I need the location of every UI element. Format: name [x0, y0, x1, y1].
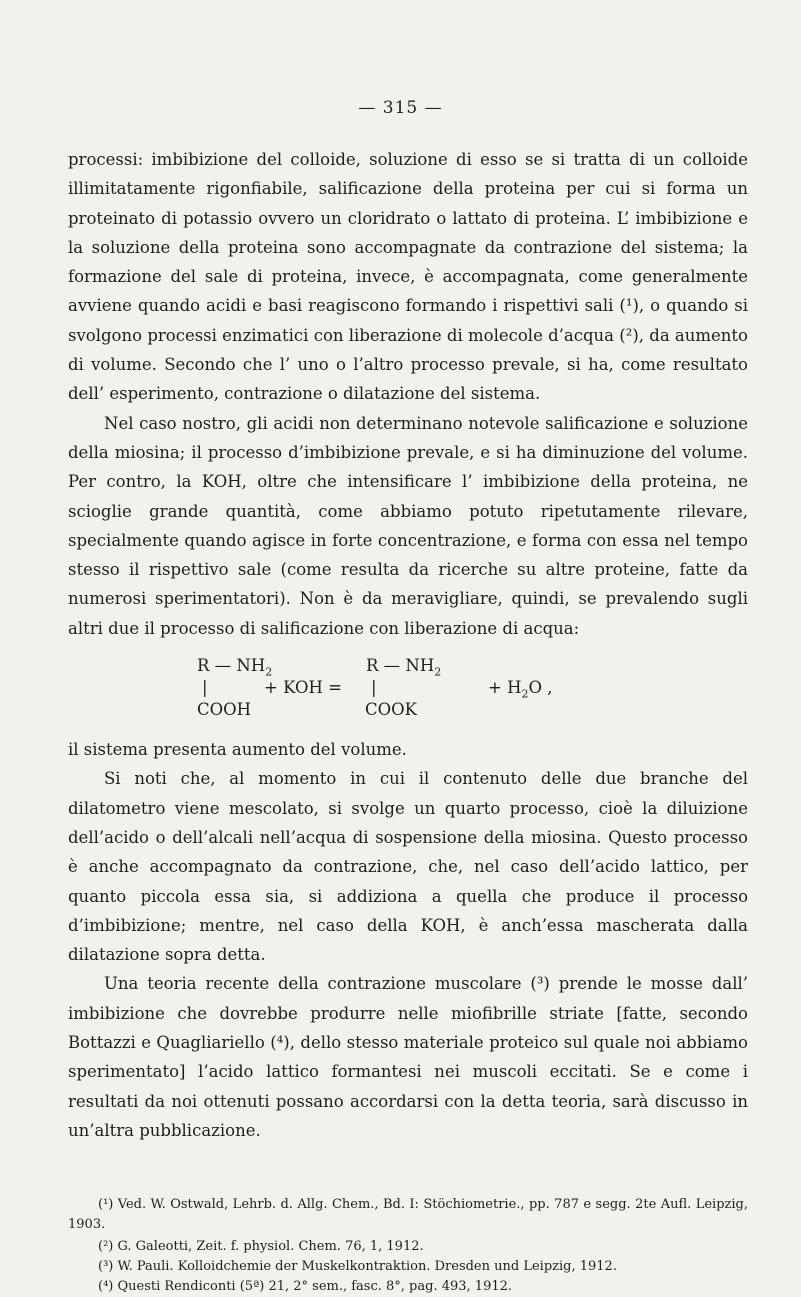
formula-right-bond: |	[371, 678, 377, 698]
footnote-4: (⁴) Questi Rendiconti (5ª) 21, 2° sem., fasc. 8°, pag. 493, 1912.	[98, 1279, 513, 1294]
paragraph-1: processi: imbibizione del colloide, soluzione di esso se si tratta di un colloide illimitatamente rigonfiabile, salificazione della proteina per cui si forma un proteinato di potassio ovvero un cloridrato o lattato di proteina. L’ imbibizione e la soluzione della proteina sono accompagnate da contrazione del sistema; la formazione del sale di proteina, invece, è accompagnata, come generalmente avviene quando acidi e basi reagiscono formando i rispettivi sali (¹), o quando si svolgono processi enzimatici con liberazione di molecole d’acqua (²), da aumento di volume. Secondo che l’ uno o l’altro processo prevale, si ha, come resultato dell’ esperimento, contrazione o dilatazione del sistema.	[68, 150, 748, 404]
formula-left-top: R — $NH_2$	[197, 656, 273, 679]
paragraph-5: Una teoria recente della contrazione muscolare (³) prende le mosse dall’ imbibizione che dovrebbe produrre nelle miofibrille striate [fatte, secondo Bottazzi e Quagliariello (⁴), dello stesso materiale proteico sul quale noi abbiamo sperimentato] l’acido lattico formantesi nei muscoli eccitati. Se e come i resultati da noi ottenuti possano accordarsi con la detta teoria, sarà discusso in un’altra pubblicazione.	[68, 974, 748, 1140]
footnote-1: (¹) Ved. W. Ostwald, Lehrb. d. Allg. Chem., Bd. I: Stöchiometrie., pp. 787 e segg. 2te Aufl. Leipzig, 1903.	[68, 1197, 748, 1232]
footnote-3: (³) W. Pauli. Kolloidchemie der Muskelkontraktion. Dresden und Leipzig, 1912.	[98, 1259, 617, 1274]
formula-plus-koh: + KOH =	[264, 678, 342, 698]
paragraph-4: Si noti che, al momento in cui il contenuto delle due branche del dilatometro viene mescolato, si svolge un quarto processo, cioè la diluizione dell’acido o dell’alcali nell’acqua di sospensione della miosina. Questo processo è anche accompagnato da contrazione, che, nel caso dell’acido lattico, per quanto piccola essa sia, si addiziona a quella che produce il processo d’imbibizione; mentre, nel caso della KOH, è anch’essa mascherata dalla dilatazione sopra detta.	[68, 769, 748, 965]
page-number: — 315 —	[358, 98, 443, 118]
formula-left-bond: |	[202, 678, 208, 698]
paragraph-2: Nel caso nostro, gli acidi non determinano notevole salificazione e soluzione della miosina; il processo d’imbibizione prevale, e si ha diminuzione del volume. Per contro, la KOH, oltre che intensificare l’ imbibizione della proteina, ne scioglie grande quantità, come abbiamo potuto ripetutamente rilevare, specialmente quando agisce in forte concentrazione, e forma con essa nel tempo stesso il rispettivo sale (come resulta da ricerche su altre proteine, fatte da numerosi sperimentatori). Non è da meravigliare, quindi, se prevalendo sugli altri due il processo di salificazione con liberazione di acqua:	[68, 413, 748, 638]
footnote-2: (²) G. Galeotti, Zeit. f. physiol. Chem. 76, 1, 1912.	[98, 1239, 424, 1254]
body-text	[68, 145, 748, 1145]
formula-left-bottom: COOH	[197, 700, 252, 720]
formula-right-top: R — $NH_2$	[366, 656, 442, 679]
formula-plus-water: + $H_2O$ ,	[488, 678, 553, 701]
formula-right-bottom: COOK	[365, 700, 418, 720]
paragraph-3: il sistema presenta aumento del volume.	[68, 740, 407, 760]
chemical-equation	[68, 651, 748, 729]
